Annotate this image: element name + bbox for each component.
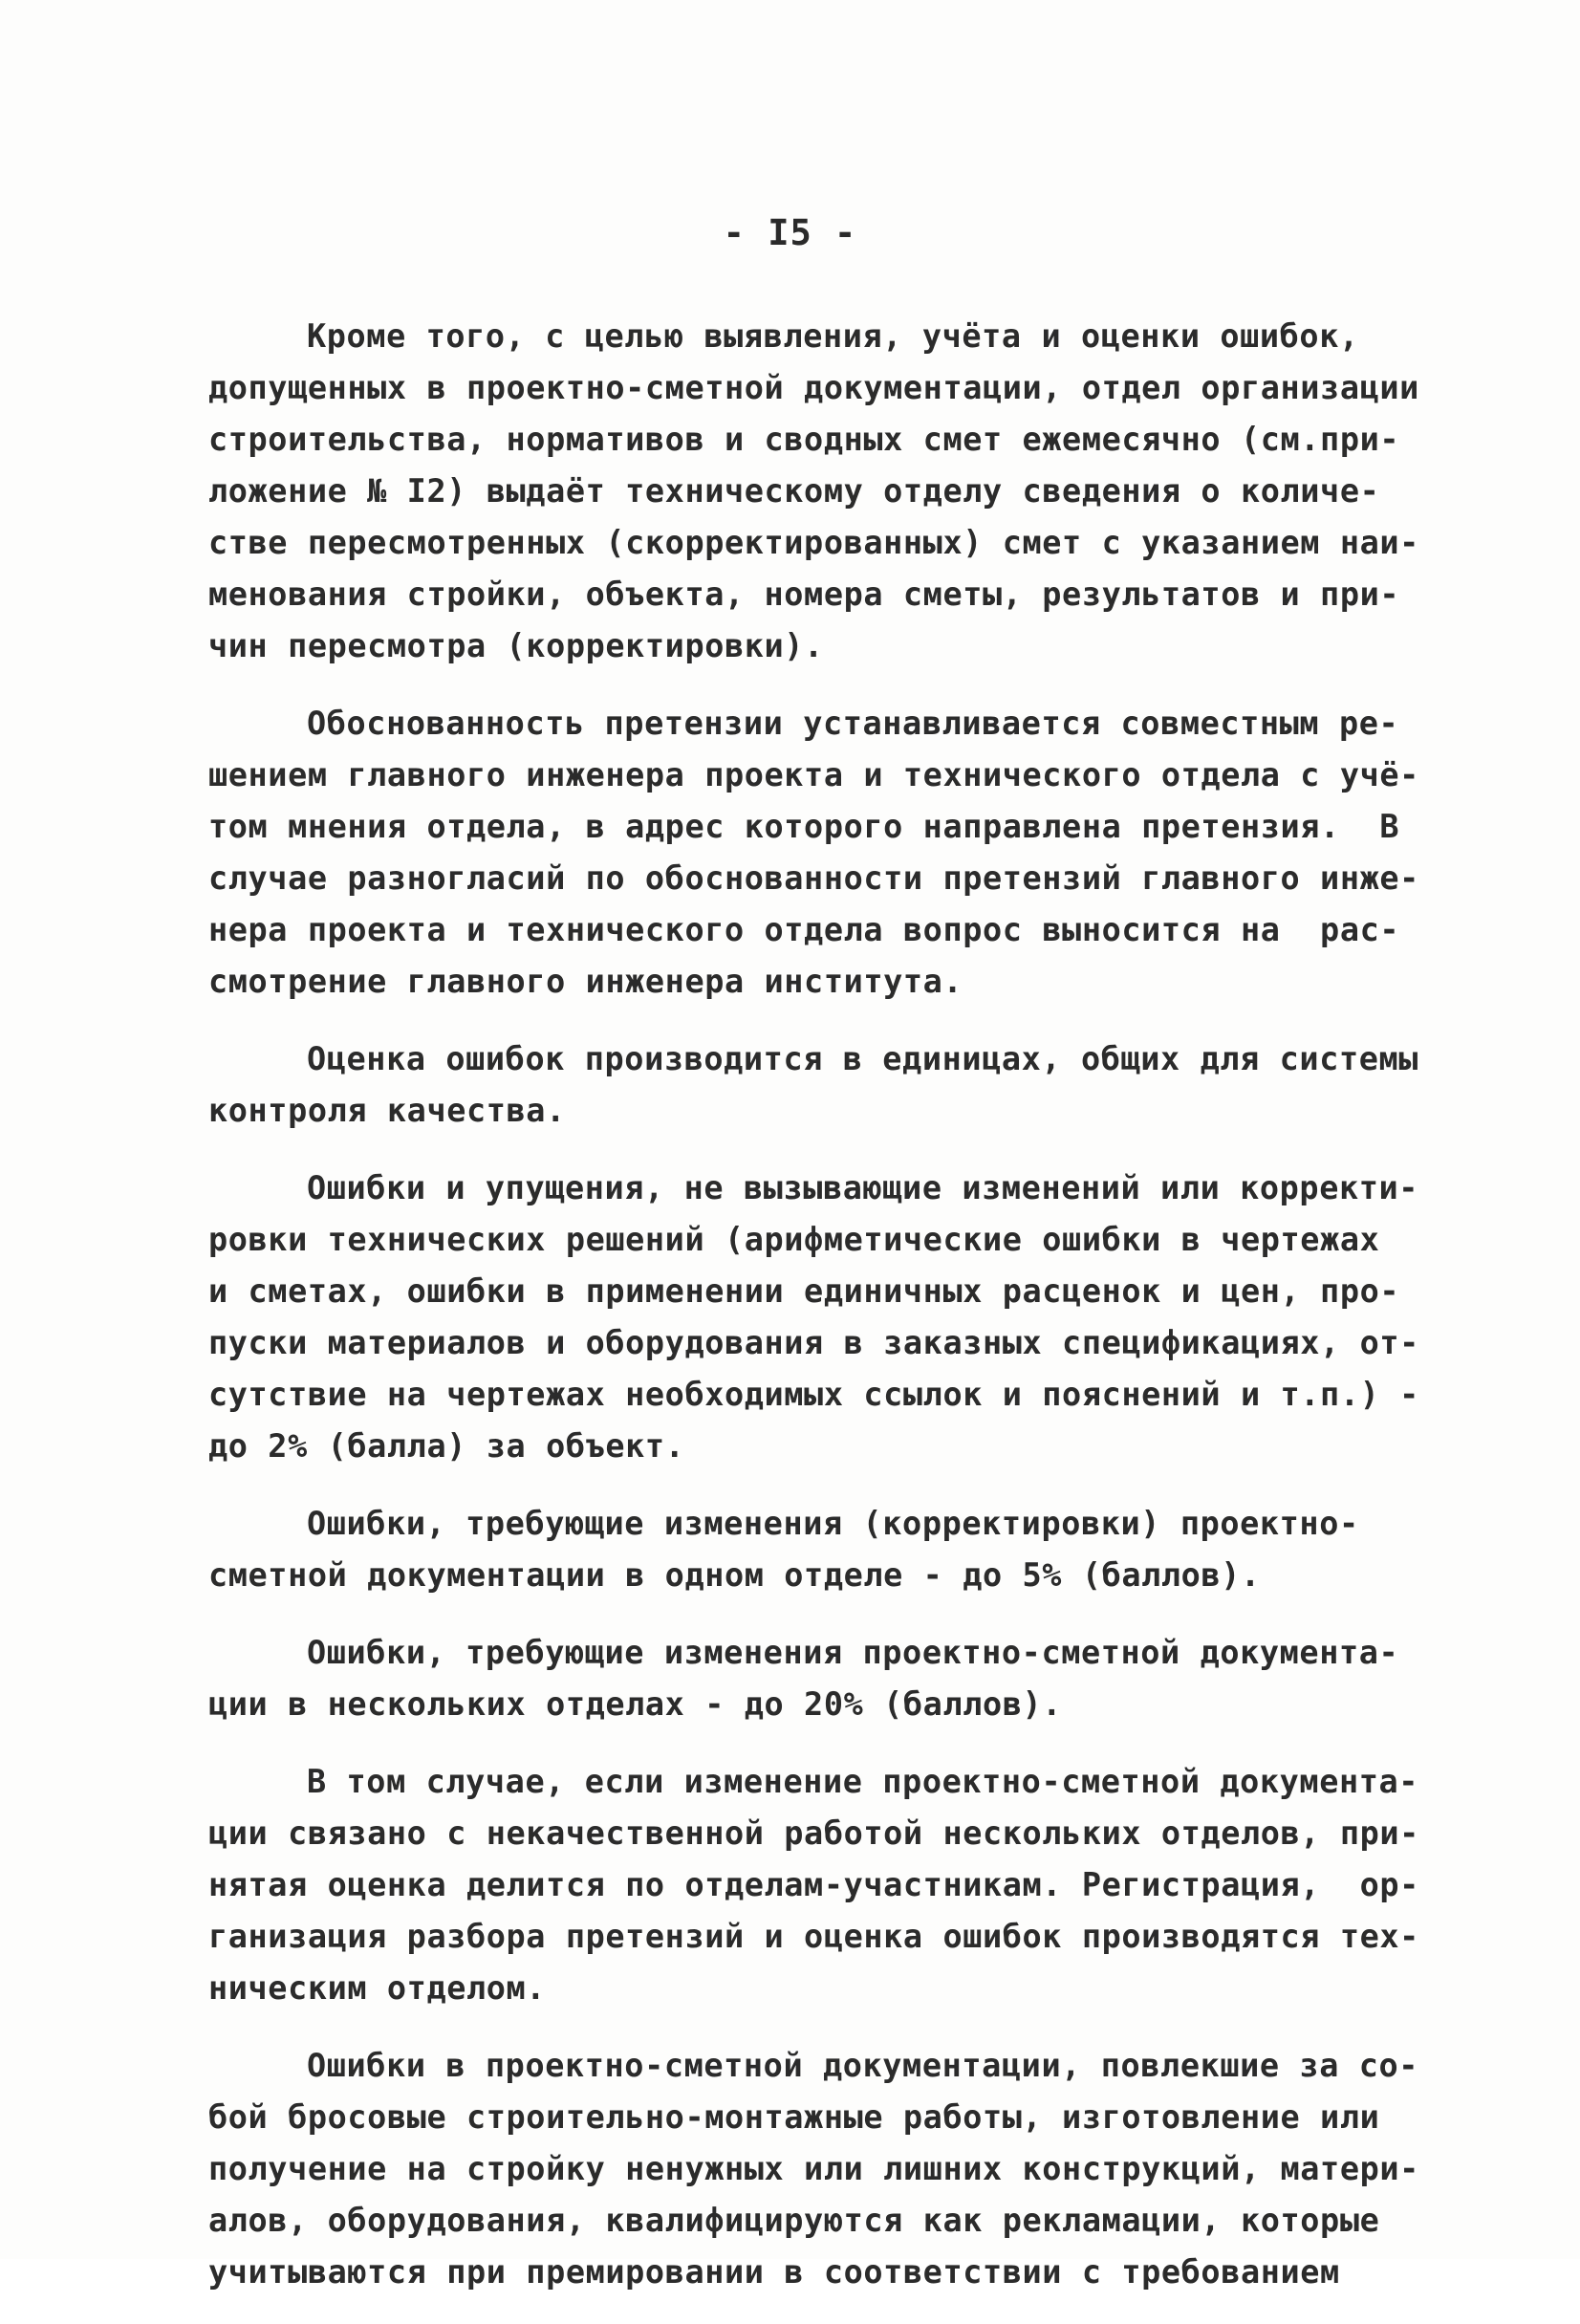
text-line: ровки технических решений (арифметические ошибки в чертежах [208,1221,1380,1258]
text-line: Ошибки, требующие изменения проектно-сметной документа- [307,1634,1399,1671]
paragraph [208,1498,1365,1601]
text-line: В том случае, если изменение проектно-сметной документа- [307,1763,1419,1800]
text-line: нера проекта и технического отдела вопрос выносится на рас- [208,911,1400,948]
text-line: нятая оценка делится по отделам-участникам. Регистрация, ор- [208,1866,1419,1903]
text-line: и сметах, ошибки в применении единичных расценок и цен, про- [208,1272,1400,1310]
document-body [208,311,1419,2324]
text-line: контроля качества. [208,1092,566,1129]
text-line: Обоснованность претензии устанавливается совместным ре- [307,705,1399,742]
text-line: до 2% (балла) за объект. [208,1427,685,1465]
text-line: том мнения отдела, в адрес которого направлена претензия. В [208,808,1400,845]
text-line: случае разногласий по обоснованности претензий главного инже- [208,859,1419,897]
text-line: учитываются при премировании в соответствии с требованием [208,2253,1340,2291]
text-line: ганизация разбора претензий и оценка ошибок производятся тех- [208,1918,1419,1955]
text-line: ническим отделом. [208,1969,547,2007]
text-line: бой бросовые строительно-монтажные работы, изготовление или [208,2098,1380,2136]
text-line: ции связано с некачественной работой нескольких отделов, при- [208,1814,1419,1852]
paragraph [208,1162,1419,1472]
text-line: Кроме того, с целью выявления, учёта и оценки ошибок, [307,317,1359,355]
text-line: алов, оборудования, квалифицируются как рекламации, которые [208,2202,1380,2239]
text-line: ложение № I2) выдаёт техническому отделу сведения о количе- [208,472,1380,510]
text-line: Ошибки и упущения, не вызывающие изменений или корректи- [307,1169,1419,1206]
text-line: ции в нескольких отделах - до 20% (баллов). [208,1685,1063,1723]
text-line: сметной документации в одном отделе - до 5% (баллов). [208,1556,1261,1594]
page-number: - I5 - [723,212,857,253]
text-line: пуски материалов и оборудования в заказных спецификациях, от- [208,1324,1419,1361]
text-line: сутствие на чертежах необходимых ссылок и пояснений и т.п.) - [208,1376,1419,1413]
paragraph [208,1033,1419,1137]
paragraph [208,1627,1399,1730]
paragraph [208,698,1419,1008]
text-line: смотрение главного инженера института. [208,963,963,1000]
text-line: строительства, нормативов и сводных смет ежемесячно (см.при- [208,421,1400,458]
text-line: Ошибки в проектно-сметной документации, повлекшие за со- [307,2047,1419,2084]
text-line: шением главного инженера проекта и технического отдела с учё- [208,756,1419,793]
paragraph [208,311,1419,672]
paragraph [208,1756,1419,2014]
text-line: чин пересмотра (корректировки). [208,627,824,664]
text-line: Оценка ошибок производится в единицах, общих для системы [307,1040,1419,1077]
text-line: менования стройки, объекта, номера сметы, результатов и при- [208,576,1400,613]
paragraph [208,2040,1419,2298]
text-line: Ошибки, требующие изменения (корректировки) проектно- [307,1505,1359,1542]
text-line: стве пересмотренных (скорректированных) смет с указанием наи- [208,524,1419,561]
text-line: получение на стройку ненужных или лишних конструкций, матери- [208,2150,1419,2187]
text-line: допущенных в проектно-сметной документации, отдел организации [208,369,1419,406]
